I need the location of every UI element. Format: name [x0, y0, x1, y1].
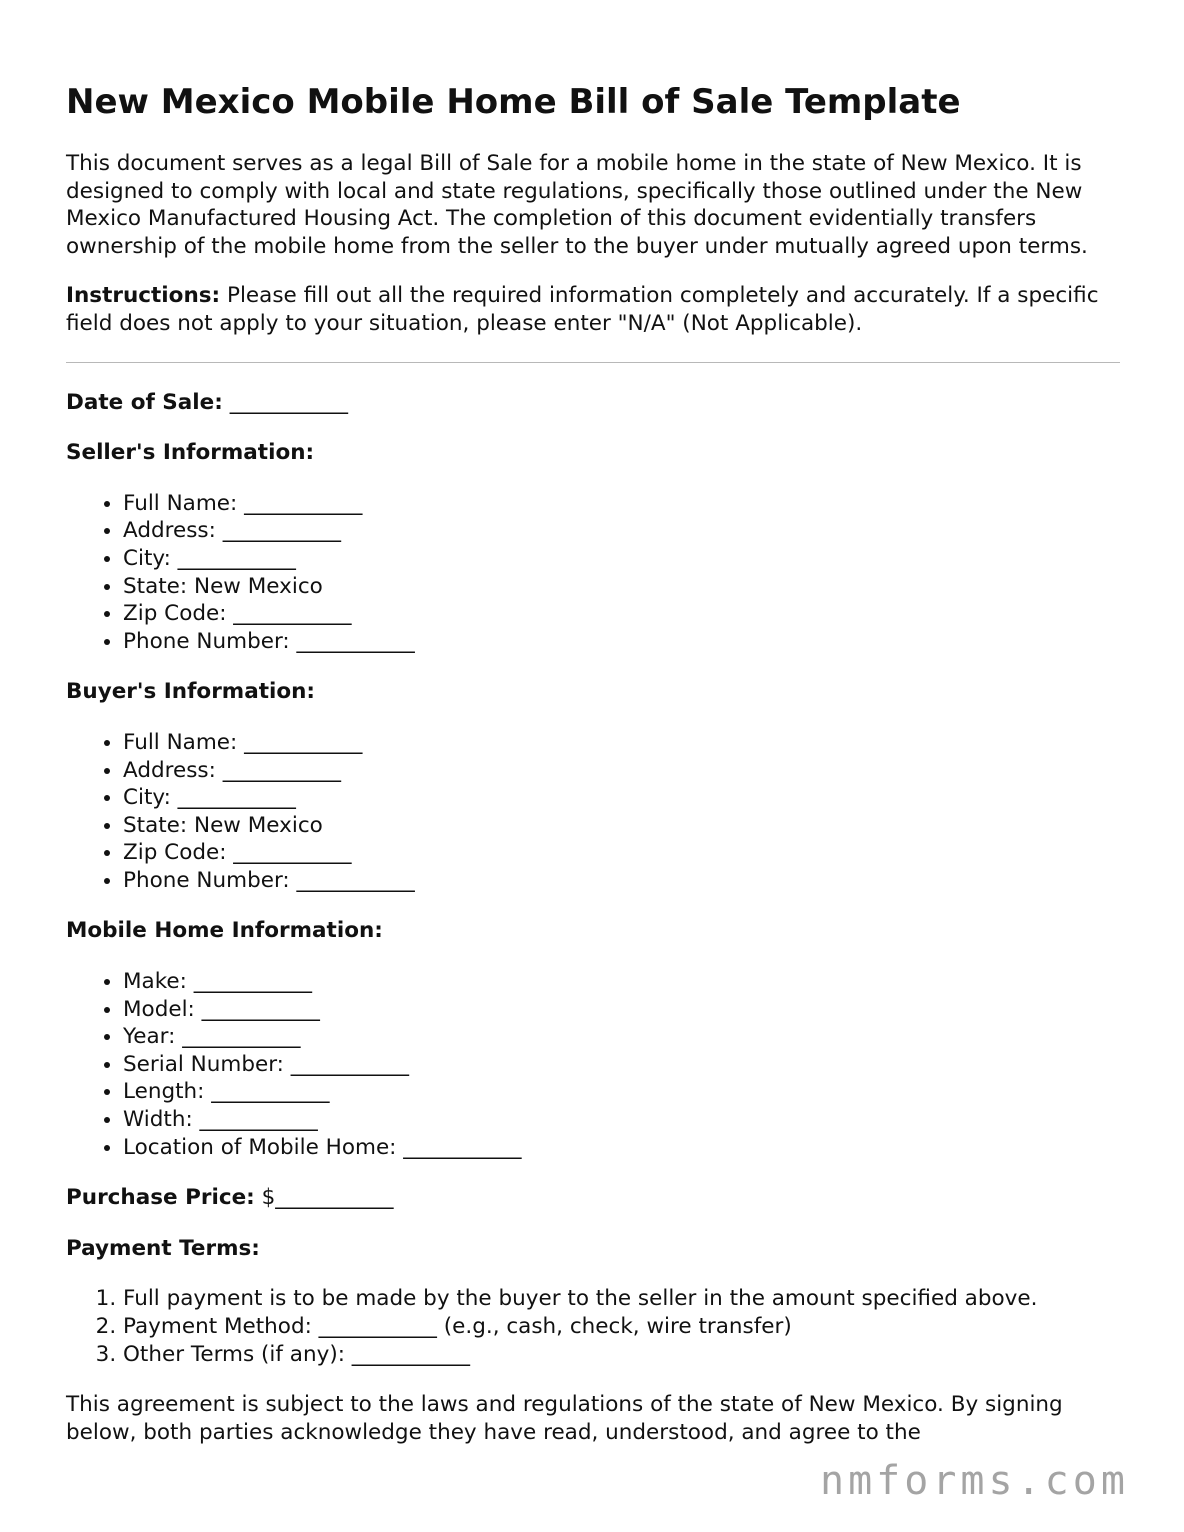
date-of-sale-blank: ___________	[222, 389, 348, 415]
seller-address: • Address: ___________	[123, 517, 1120, 545]
payment-term-full-payment: 1. Full payment is to be made by the buyer to the seller in the amount specified above.	[123, 1285, 1120, 1313]
document-page	[66, 78, 1120, 1469]
buyer-list	[66, 729, 1120, 895]
buyer-heading: Buyer's Information:	[66, 679, 316, 705]
mobile-home-model: • Model: ___________	[123, 996, 1120, 1024]
divider	[66, 362, 1120, 363]
instructions-text: Please fill out all the required information completely and accurately. If a specific field does not apply to your situation, please enter "N/A" (Not Applicable).	[66, 283, 1099, 336]
mobile-home-heading: Mobile Home Information:	[66, 918, 383, 944]
buyer-full-name: • Full Name: ___________	[123, 729, 1120, 757]
buyer-city: • City: ___________	[123, 784, 1120, 812]
closing-paragraph: This agreement is subject to the laws and regulations of the state of New Mexico. By signing below, both parties acknowledge they have read, understood, and agree to the	[66, 1392, 1063, 1445]
instructions-paragraph	[66, 282, 1120, 337]
mobile-home-list	[66, 968, 1120, 1161]
seller-zip: • Zip Code: ___________	[123, 600, 1120, 628]
mobile-home-year: • Year: ___________	[123, 1023, 1120, 1051]
purchase-price-blank: $___________	[254, 1185, 394, 1211]
payment-term-method: 2. Payment Method: ___________ (e.g., cash, check, wire transfer)	[123, 1313, 1120, 1341]
buyer-address: • Address: ___________	[123, 757, 1120, 785]
payment-terms-heading: Payment Terms:	[66, 1235, 260, 1261]
payment-terms-list	[66, 1285, 1120, 1368]
date-of-sale-line	[66, 389, 1120, 417]
seller-heading: Seller's Information:	[66, 440, 315, 466]
seller-city: • City: ___________	[123, 545, 1120, 573]
mobile-home-length: • Length: ___________	[123, 1078, 1120, 1106]
buyer-zip: • Zip Code: ___________	[123, 839, 1120, 867]
date-of-sale-label: Date of Sale:	[66, 389, 223, 415]
buyer-state: • State: New Mexico	[123, 812, 1120, 840]
mobile-home-serial: • Serial Number: ___________	[123, 1051, 1120, 1079]
payment-term-other: 3. Other Terms (if any): ___________	[123, 1341, 1120, 1369]
mobile-home-width: • Width: ___________	[123, 1106, 1120, 1134]
watermark: nmforms.com	[820, 1458, 1129, 1504]
document-title: New Mexico Mobile Home Bill of Sale Template	[66, 82, 961, 122]
seller-phone: • Phone Number: ___________	[123, 628, 1120, 656]
seller-state: • State: New Mexico	[123, 573, 1120, 601]
mobile-home-location: • Location of Mobile Home: ___________	[123, 1134, 1120, 1162]
mobile-home-make: • Make: ___________	[123, 968, 1120, 996]
seller-full-name: • Full Name: ___________	[123, 490, 1120, 518]
purchase-price-line	[66, 1184, 1120, 1212]
buyer-phone: • Phone Number: ___________	[123, 867, 1120, 895]
instructions-label: Instructions:	[66, 283, 221, 309]
intro-paragraph: This document serves as a legal Bill of Sale for a mobile home in the state of New Mexico. It is designed to comply with local and state regulations, specifically those outlined under the New Mexico Manufactured Housing Act. The completion of this document evidentially transfers ownership of the mobile home from the seller to the buyer under mutually agreed upon terms.	[66, 151, 1088, 259]
purchase-price-label: Purchase Price:	[66, 1185, 255, 1211]
seller-list	[66, 490, 1120, 656]
